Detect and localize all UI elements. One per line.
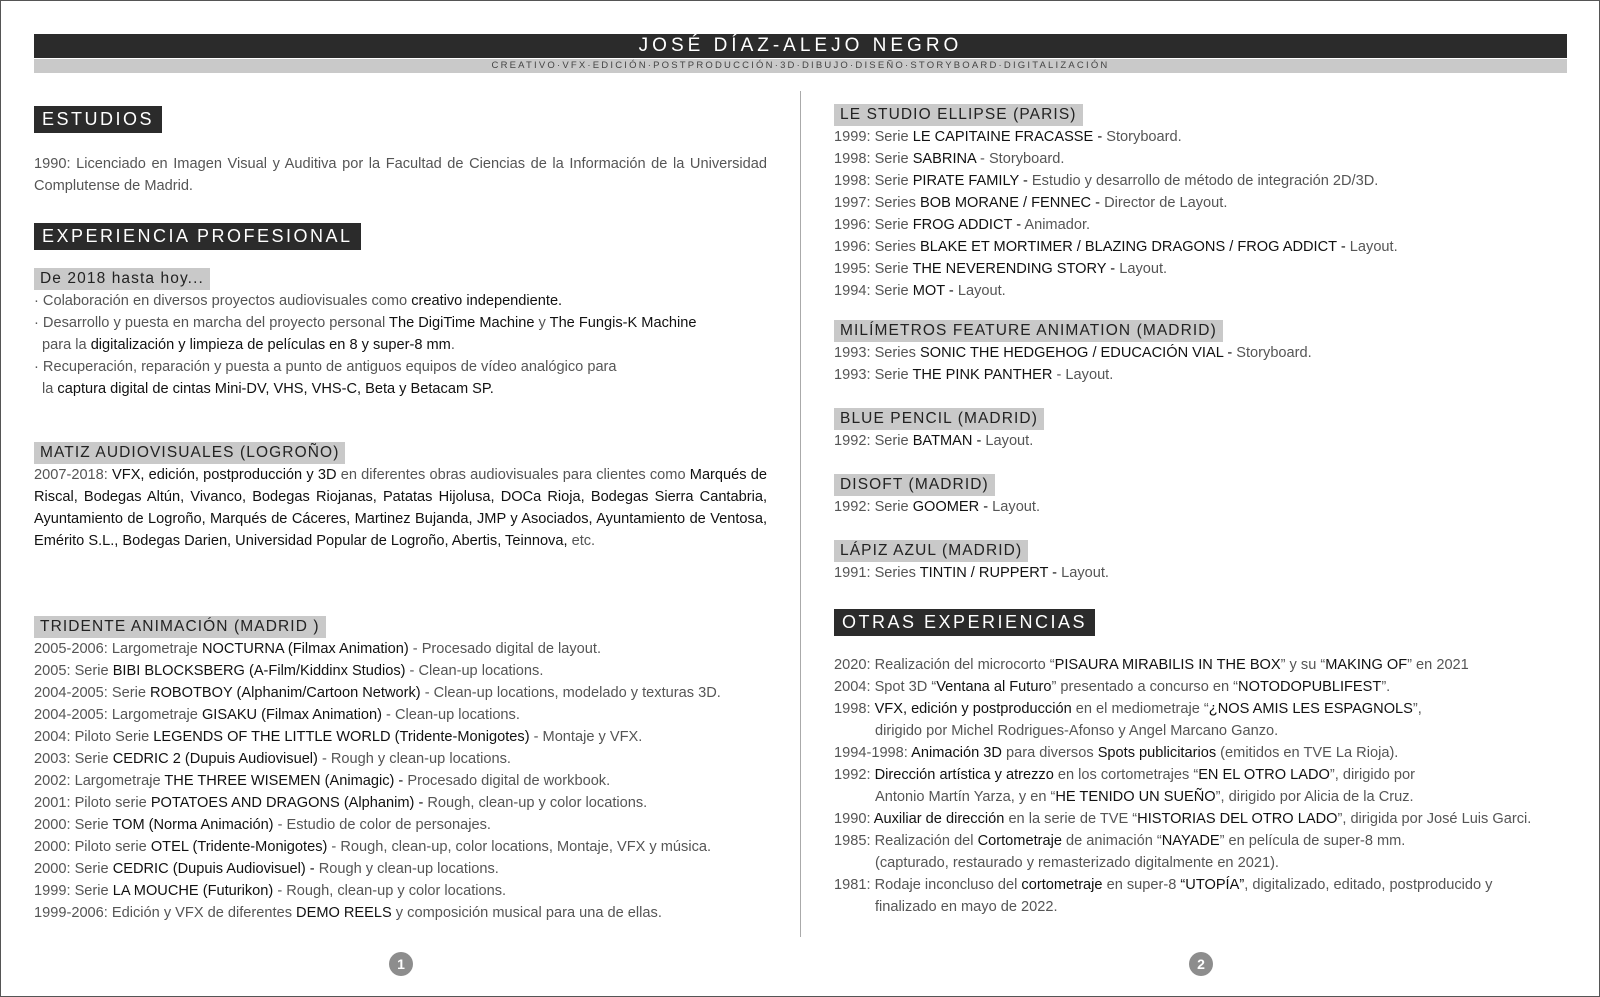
- otras-highlight: Ventana al Futuro: [936, 679, 1052, 695]
- entry-detail: Estudio y desarrollo de método de integración 2D/3D.: [1027, 173, 1379, 189]
- entry-prefix: 2004: Piloto Serie: [34, 729, 154, 745]
- otras-highlight: NOTODOPUBLIFEST: [1238, 679, 1382, 695]
- entry-title: CEDRIC (Dupuis Audiovisuel) -: [112, 861, 315, 877]
- entry-prefix: 1992: Serie: [834, 433, 913, 449]
- entry-line: [834, 148, 1567, 170]
- entry-line: [834, 170, 1567, 192]
- entry-detail: Rough, clean-up y color locations.: [423, 795, 648, 811]
- entry-prefix: 1999: Serie: [34, 883, 113, 899]
- entry-title: BLAKE ET MORTIMER / BLAZING DRAGONS / FROG ADDICT -: [920, 239, 1346, 255]
- current-highlight: digitalización y limpieza de películas en 8 y super-8 mm: [90, 337, 451, 353]
- otras-text: finalizado en mayo de 2022.: [875, 899, 1058, 915]
- otras-highlight: ¿NOS AMIS LES ESPAGNOLS: [1208, 701, 1413, 717]
- otras-line: [834, 764, 1567, 786]
- otras-text: 1985: Realización del: [834, 833, 978, 849]
- entry-title: NOCTURNA (Filmax Animation): [201, 641, 409, 657]
- otras-text: dirigido por Michel Rodrigues-Afonso y Angel Marcano Ganzo.: [875, 723, 1279, 739]
- entry-title: GOOMER -: [912, 499, 989, 515]
- entry-prefix: 1997: Series: [834, 195, 920, 211]
- entry-detail: Layout.: [1115, 261, 1168, 277]
- bluepencil-section: [834, 408, 1567, 452]
- entry-prefix: 1992: Serie: [834, 499, 913, 515]
- current-text: .: [450, 337, 455, 353]
- otras-highlight: “UTOPÍA”: [1180, 877, 1245, 893]
- otras-highlight: Dirección artística y atrezzo: [874, 767, 1054, 783]
- entry-prefix: 1999-2006: Edición y VFX de diferentes: [34, 905, 297, 921]
- entry-title: SABRINA: [912, 151, 976, 167]
- otras-highlight: Spots publicitarios: [1097, 745, 1217, 761]
- matiz-text-part: etc.: [567, 533, 596, 549]
- lapiz-list: [834, 562, 1567, 584]
- entry-prefix: 2001: Piloto serie: [34, 795, 151, 811]
- entry-title: BIBI BLOCKSBERG (A-Film/Kiddinx Studios): [112, 663, 406, 679]
- otras-line: [834, 654, 1567, 676]
- entry-line: [834, 126, 1567, 148]
- entry-line: [34, 902, 767, 924]
- otras-text: en la serie de TVE “: [1004, 811, 1138, 827]
- current-text: · Recuperación, reparación y puesta a punto de antiguos equipos de vídeo analógico para: [34, 359, 617, 375]
- otras-text: 1998:: [834, 701, 875, 717]
- entry-title: THE PINK PANTHER: [912, 367, 1053, 383]
- otras-text: 2004: Spot 3D “: [834, 679, 937, 695]
- entry-prefix: 2005: Serie: [34, 663, 113, 679]
- entry-line: [834, 430, 1567, 452]
- otras-text: 1994-1998:: [834, 745, 912, 761]
- entry-title: ROBOTBOY (Alphanim/Cartoon Network): [150, 685, 421, 701]
- entry-title: THE THREE WISEMEN (Animagic) -: [164, 773, 404, 789]
- disoft-heading: DISOFT (MADRID): [834, 474, 995, 496]
- entry-detail: Layout.: [1057, 565, 1109, 581]
- lapiz-heading: LÁPIZ AZUL (MADRID): [834, 540, 1028, 562]
- entry-prefix: 2000: Piloto serie: [34, 839, 151, 855]
- entry-title: DEMO REELS: [296, 905, 392, 921]
- entry-detail: Director de Layout.: [1100, 195, 1228, 211]
- entry-line: [34, 880, 767, 902]
- entry-title: POTATOES AND DRAGONS (Alphanim) -: [150, 795, 424, 811]
- entry-prefix: 1998: Serie: [834, 151, 913, 167]
- disoft-section: [834, 474, 1567, 518]
- current-text: la: [42, 381, 58, 397]
- otras-list: [834, 654, 1567, 918]
- entry-detail: Rough y clean-up locations.: [314, 861, 499, 877]
- entry-detail: - Estudio de color de personajes.: [273, 817, 491, 833]
- entry-detail: Layout.: [953, 283, 1006, 299]
- tridente-heading: TRIDENTE ANIMACIÓN (MADRID ): [34, 616, 326, 638]
- otras-line: [834, 676, 1567, 698]
- entry-line: [834, 280, 1567, 302]
- entry-title: BATMAN -: [912, 433, 982, 449]
- milimetros-heading: MILÍMETROS FEATURE ANIMATION (MADRID): [834, 320, 1223, 342]
- otras-line: [834, 852, 1567, 874]
- entry-line: [34, 638, 767, 660]
- disoft-list: [834, 496, 1567, 518]
- otras-text: ” y su “: [1280, 657, 1326, 673]
- current-text: · Colaboración en diversos proyectos audiovisuales como: [34, 293, 412, 309]
- entry-line: [834, 236, 1567, 258]
- entry-detail: Storyboard.: [1102, 129, 1182, 145]
- current-line: [34, 334, 767, 356]
- otras-highlight: MAKING OF: [1325, 657, 1408, 673]
- entry-line: [34, 660, 767, 682]
- ellipse-list: [834, 126, 1567, 302]
- current-highlight: creativo independiente.: [411, 293, 563, 309]
- otras-text: Antonio Martín Yarza, y en “: [875, 789, 1056, 805]
- otras-line: [834, 874, 1567, 896]
- entry-line: [34, 770, 767, 792]
- otras-line: [834, 742, 1567, 764]
- otras-text: ”,: [1412, 701, 1422, 717]
- ellipse-heading: LE STUDIO ELLIPSE (PARIS): [834, 104, 1083, 126]
- otras-highlight: HE TENIDO UN SUEÑO: [1055, 789, 1216, 805]
- matiz-section: [34, 442, 767, 552]
- matiz-text: [34, 464, 767, 552]
- entry-detail: - Rough, clean-up y color locations.: [273, 883, 507, 899]
- entry-prefix: 1996: Serie: [834, 217, 913, 233]
- otras-text: ” en 2021: [1407, 657, 1469, 673]
- entry-title: LA MOUCHE (Futurikon): [112, 883, 274, 899]
- current-text: · Desarrollo y puesta en marcha del proyecto personal: [34, 315, 390, 331]
- entry-prefix: 2004-2005: Largometraje: [34, 707, 202, 723]
- otras-text: 1990:: [834, 811, 874, 827]
- current-highlight: The Fungis-K Machine: [549, 315, 697, 331]
- otras-text: 2020: Realización del microcorto “: [834, 657, 1055, 673]
- entry-title: TOM (Norma Animación): [112, 817, 274, 833]
- otras-text: ”.: [1381, 679, 1391, 695]
- otras-text: (capturado, restaurado y remasterizado digitalmente en 2021).: [875, 855, 1279, 871]
- entry-prefix: 1999: Serie: [834, 129, 913, 145]
- entry-detail: Layout.: [988, 499, 1041, 515]
- otras-line: [834, 896, 1567, 918]
- entry-title: TINTIN / RUPPERT -: [919, 565, 1058, 581]
- milimetros-list: [834, 342, 1567, 386]
- entry-title: LE CAPITAINE FRACASSE -: [912, 129, 1103, 145]
- entry-prefix: 1991: Series: [834, 565, 920, 581]
- entry-detail: - Rough y clean-up locations.: [317, 751, 511, 767]
- current-highlight: The DigiTime Machine: [389, 315, 535, 331]
- entry-prefix: 1995: Serie: [834, 261, 913, 277]
- otras-line: [834, 830, 1567, 852]
- entry-line: [834, 214, 1567, 236]
- tridente-list: [34, 638, 767, 924]
- entry-prefix: 2005-2006: Largometraje: [34, 641, 202, 657]
- milimetros-section: [834, 320, 1567, 386]
- current-text: para la: [42, 337, 91, 353]
- current-line: [34, 378, 767, 400]
- entry-line: [34, 726, 767, 748]
- otras-highlight: NAYADE: [1161, 833, 1220, 849]
- estudios-heading: ESTUDIOS: [34, 106, 162, 133]
- current-heading: De 2018 hasta hoy...: [34, 268, 210, 290]
- entry-title: BOB MORANE / FENNEC -: [920, 195, 1101, 211]
- otras-highlight: Cortometraje: [977, 833, 1062, 849]
- entry-detail: - Layout.: [1052, 367, 1114, 383]
- otras-text: ”, dirigido por: [1329, 767, 1416, 783]
- entry-detail: Animador.: [1021, 217, 1091, 233]
- column-divider: [800, 91, 801, 937]
- entry-detail: - Procesado digital de layout.: [408, 641, 601, 657]
- entry-title: THE NEVERENDING STORY -: [912, 261, 1116, 277]
- entry-detail: - Montaje y VFX.: [529, 729, 643, 745]
- otras-highlight: Auxiliar de dirección: [873, 811, 1005, 827]
- entry-line: [34, 792, 767, 814]
- entry-detail: - Storyboard.: [975, 151, 1065, 167]
- entry-detail: - Clean-up locations.: [405, 663, 544, 679]
- entry-detail: Procesado digital de workbook.: [403, 773, 611, 789]
- estudios-section: [34, 106, 767, 197]
- otras-highlight: cortometraje: [1021, 877, 1103, 893]
- otras-text: en el mediometraje “: [1071, 701, 1209, 717]
- lapiz-section: [834, 540, 1567, 584]
- entry-detail: Layout.: [1345, 239, 1398, 255]
- entry-title: SONIC THE HEDGEHOG / EDUCACIÓN VIAL -: [920, 345, 1233, 361]
- entry-title: GISAKU (Filmax Animation): [201, 707, 382, 723]
- current-text: y: [534, 315, 550, 331]
- entry-prefix: 2004-2005: Serie: [34, 685, 151, 701]
- otras-text: ”, dirigido por Alicia de la Cruz.: [1215, 789, 1414, 805]
- entry-line: [834, 562, 1567, 584]
- entry-line: [34, 858, 767, 880]
- entry-detail: - Clean-up locations, modelado y texturas 3D.: [420, 685, 721, 701]
- otras-text: para diversos: [1001, 745, 1098, 761]
- entry-line: [834, 192, 1567, 214]
- current-highlight: captura digital de cintas Mini-DV, VHS, VHS-C, Beta y Betacam SP.: [57, 381, 494, 397]
- entry-title: CEDRIC 2 (Dupuis Audiovisuel): [112, 751, 318, 767]
- otras-text: de animación “: [1061, 833, 1162, 849]
- name-title: JOSÉ DÍAZ-ALEJO NEGRO: [34, 34, 1567, 58]
- entry-title: OTEL (Tridente-Monigotes): [150, 839, 328, 855]
- otras-text: en super-8: [1102, 877, 1181, 893]
- entry-prefix: 2000: Serie: [34, 861, 113, 877]
- otras-line: [834, 698, 1567, 720]
- entry-detail: Layout.: [981, 433, 1034, 449]
- matiz-highlight: VFX, edición, postproducción y 3D: [112, 467, 337, 483]
- otras-text: 1981: Rodaje inconcluso del: [834, 877, 1022, 893]
- estudios-text: 1990: Licenciado en Imagen Visual y Auditiva por la Facultad de Ciencias de la Información de la Universidad Complutense de Madrid.: [34, 156, 767, 194]
- otras-text: ” presentado a concurso en “: [1051, 679, 1239, 695]
- otras-text: en los cortometrajes “: [1053, 767, 1199, 783]
- otras-line: [834, 720, 1567, 742]
- ellipse-section: [834, 104, 1567, 302]
- bluepencil-heading: BLUE PENCIL (MADRID): [834, 408, 1044, 430]
- entry-line: [34, 814, 767, 836]
- tagline: CREATIVO·VFX·EDICIÓN·POSTPRODUCCIÓN·3D·DIBUJO·DISEÑO·STORYBOARD·DIGITALIZACIÓN: [34, 59, 1567, 73]
- entry-title: LEGENDS OF THE LITTLE WORLD (Tridente-Monigotes): [153, 729, 530, 745]
- tridente-section: [34, 616, 767, 924]
- otras-text: 1992:: [834, 767, 875, 783]
- entry-line: [34, 748, 767, 770]
- entry-prefix: 1994: Serie: [834, 283, 913, 299]
- entry-detail: Storyboard.: [1232, 345, 1312, 361]
- entry-line: [834, 342, 1567, 364]
- current-line: [34, 312, 767, 334]
- otras-highlight: HISTORIAS DEL OTRO LADO: [1137, 811, 1338, 827]
- entry-line: [834, 364, 1567, 386]
- matiz-text-part: 2007-2018:: [34, 467, 113, 483]
- matiz-text-part: en diferentes obras audiovisuales para clientes como: [336, 467, 690, 483]
- otras-line: [834, 786, 1567, 808]
- otras-highlight: EN EL OTRO LADO: [1198, 767, 1330, 783]
- entry-detail: y composición musical para una de ellas.: [391, 905, 662, 921]
- current-line: [34, 290, 767, 312]
- otras-text: ”, dirigida por José Luis Garci.: [1337, 811, 1532, 827]
- otras-heading: OTRAS EXPERIENCIAS: [834, 609, 1095, 636]
- otras-text: , digitalizado, editado, postproducido y: [1244, 877, 1493, 893]
- experiencia-section: [34, 223, 767, 400]
- otras-highlight: PISAURA MIRABILIS IN THE BOX: [1054, 657, 1281, 673]
- entry-prefix: 1998: Serie: [834, 173, 913, 189]
- entry-line: [834, 258, 1567, 280]
- experiencia-heading: EXPERIENCIA PROFESIONAL: [34, 223, 361, 250]
- entry-title: FROG ADDICT -: [912, 217, 1022, 233]
- entry-title: PIRATE FAMILY -: [912, 173, 1028, 189]
- entry-line: [34, 682, 767, 704]
- page-number-2: 2: [1189, 952, 1213, 976]
- entry-prefix: 1993: Serie: [834, 367, 913, 383]
- entry-detail: - Rough, clean-up, color locations, Montaje, VFX y música.: [327, 839, 712, 855]
- matiz-heading: MATIZ AUDIOVISUALES (LOGROÑO): [34, 442, 345, 464]
- current-line: [34, 356, 767, 378]
- otras-highlight: VFX, edición y postproducción: [874, 701, 1072, 717]
- matiz-clients: Marqués de Riscal, Bodegas Altún, Vivanco, Bodegas Riojanas, Patatas Hijolusa, DOCa Rioja, Bodegas Sierra Cantabria, Ayuntamiento de Logroño, Marqués de Cáceres, Martinez Bujanda, JMP y Asociados, Ayuntamiento de Ventosa, Emérito S.L., Bodegas Darien, Universidad Popular de Logroño, Abertis, Teinnova,: [34, 467, 767, 549]
- otras-text: (emitidos en TVE La Rioja).: [1216, 745, 1399, 761]
- entry-prefix: 1996: Series: [834, 239, 920, 255]
- entry-prefix: 2002: Largometraje: [34, 773, 165, 789]
- entry-prefix: 1993: Series: [834, 345, 920, 361]
- entry-detail: - Clean-up locations.: [382, 707, 520, 723]
- entry-line: [34, 836, 767, 858]
- bluepencil-list: [834, 430, 1567, 452]
- entry-title: MOT -: [912, 283, 954, 299]
- otras-text: ” en película de super-8 mm.: [1219, 833, 1406, 849]
- entry-prefix: 2000: Serie: [34, 817, 113, 833]
- otras-section: [834, 609, 1567, 918]
- otras-highlight: Animación 3D: [911, 745, 1002, 761]
- page-number-1: 1: [389, 952, 413, 976]
- entry-line: [834, 496, 1567, 518]
- entry-line: [34, 704, 767, 726]
- entry-prefix: 2003: Serie: [34, 751, 113, 767]
- otras-line: [834, 808, 1567, 830]
